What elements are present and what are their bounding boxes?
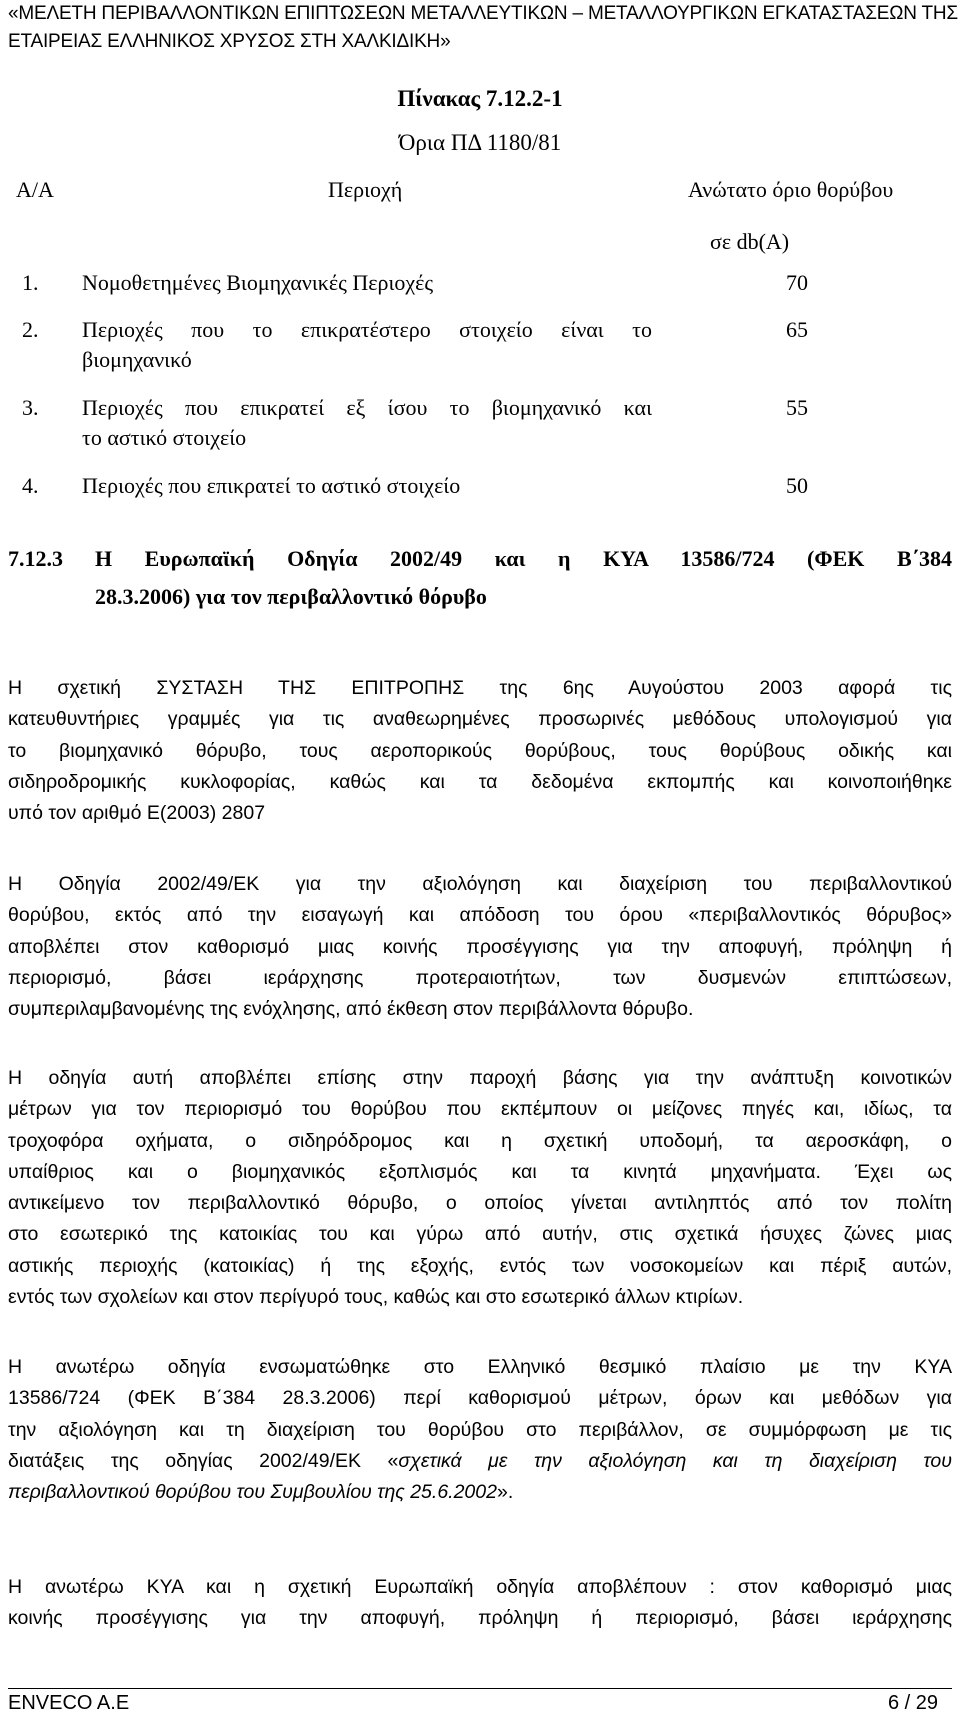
paragraph-line: αποβλέπει στον καθορισμό μιας κοινής προσέγγισης για την αποφυγή, πρόληψη ή — [8, 935, 952, 958]
section-number: 7.12.3 — [8, 546, 63, 571]
quoted-title-italic: περιβαλλοντικού θορύβου του Συμβουλίου της 25.6.2002 — [8, 1481, 497, 1504]
footer-company: ENVECO A.E — [8, 1692, 130, 1714]
paragraph-line — [8, 1477, 952, 1508]
paragraph-line: το βιομηχανικό θόρυβο, τους αεροπορικούς θορύβους, τους θορύβους οδικής και — [8, 739, 952, 762]
row-1-no: 1. — [22, 270, 39, 295]
paragraph-line: υπαίθριος και ο βιομηχανικός εξοπλισμός και τα κινητά μηχανήματα. Έχει ως — [8, 1160, 952, 1183]
col-header-unit: σε db(A) — [710, 229, 790, 254]
paragraph-line: συμπεριλαμβανομένης της ενόχλησης, από έκθεση στον περιβάλλοντα θόρυβο. — [8, 998, 694, 1021]
paragraph-text: ». — [496, 1481, 514, 1504]
paragraph-line: κατευθυντήριες γραμμές για τις αναθεωρημένες προσωρινές μεθόδους υπολογισμού για — [8, 708, 952, 731]
paragraph-line: 13586/724 (ΦΕΚ Β΄384 28.3.2006) περί καθορισμού μέτρων, όρων και μεθόδων για — [8, 1387, 952, 1410]
row-2-area-line-2: βιομηχανικό — [82, 347, 192, 372]
row-1-value: 70 — [786, 270, 808, 295]
row-4-area: Περιοχές που επικρατεί το αστικό στοιχείο — [82, 473, 461, 498]
paragraph-line: υπό τον αριθμό Ε(2003) 2807 — [8, 802, 266, 825]
paragraph-line: Η σχετική ΣΥΣΤΑΣΗ ΤΗΣ ΕΠΙΤΡΟΠΗΣ της 6ης Αυγούστου 2003 αφορά τις — [8, 677, 952, 699]
paragraph-line: θορύβου, εκτός από την εισαγωγή και απόδοση του όρου «περιβαλλοντικός θόρυβος» — [8, 904, 952, 927]
row-3-value: 55 — [786, 395, 808, 420]
paragraph-5 — [8, 1572, 952, 1635]
row-2-area-line-1: Περιοχές που το επικρατέστερο στοιχείο είναι το — [82, 317, 652, 342]
paragraph-line: αστικής περιοχής (κατοικίας) ή της εξοχής, εντός των νοσοκομείων και πέριξ αυτών, — [8, 1254, 952, 1277]
header-line-1: «ΜΕΛΕΤΗ ΠΕΡΙΒΑΛΛΟΝΤΙΚΩΝ ΕΠΙΠΤΩΣΕΩΝ ΜΕΤΑΛΛΕΥΤΙΚΩΝ – ΜΕΤΑΛΛΟΥΡΓΙΚΩΝ ΕΓΚΑΤΑΣΤΑΣΕΩΝ ΤΗΣ — [8, 3, 958, 24]
section-title-line-2: 28.3.2006) για τον περιβαλλοντικό θόρυβο — [95, 584, 487, 609]
paragraph-line: μέτρων για τον περιορισμό του θορύβου που εκπέμπουν οι μείζονες πηγές και, ιδίως, τα — [8, 1098, 952, 1121]
row-4-no: 4. — [22, 473, 39, 498]
row-1-area: Νομοθετημένες Βιομηχανικές Περιοχές — [82, 270, 434, 295]
row-2-value: 65 — [786, 317, 808, 342]
row-3-area-line-2: το αστικό στοιχείο — [82, 425, 247, 450]
col-header-no: Α/Α — [16, 177, 54, 202]
table-title: Πίνακας 7.12.2-1 — [397, 86, 563, 111]
col-header-area: Περιοχή — [328, 177, 403, 202]
paragraph-line: Η ανωτέρω ΚΥΑ και η σχετική Ευρωπαϊκή οδηγία αποβλέπουν : στον καθορισμό μιας — [8, 1576, 952, 1598]
footer-page-number: 6 / 29 — [887, 1692, 938, 1714]
paragraph-line: την αξιολόγηση και τη διαχείριση του θορύβου στο περιβάλλον, σε συμμόρφωση με τις — [8, 1418, 952, 1441]
paragraph-line: στο εσωτερικό της κατοικίας του και γύρω από αυτήν, στις σχετικά ήσυχες ζώνες μιας — [8, 1223, 952, 1246]
paragraph-line: Η οδηγία αυτή αποβλέπει επίσης στην παροχή βάσης για την ανάπτυξη κοινοτικών — [8, 1067, 952, 1089]
row-3-no: 3. — [22, 395, 39, 420]
page-header — [8, 0, 958, 56]
paragraph-line — [8, 1446, 952, 1477]
footer-divider — [8, 1688, 952, 1689]
section-title-line-1: Η Ευρωπαϊκή Οδηγία 2002/49 και η ΚΥΑ 13586/724 (ΦΕΚ Β΄384 — [95, 546, 952, 571]
paragraph-3 — [8, 1063, 952, 1313]
paragraph-1 — [8, 673, 952, 829]
row-3-area-line-1: Περιοχές που επικρατεί εξ ίσου το βιομηχανικό και — [82, 395, 652, 420]
header-line-2: ΕΤΑΙΡΕΙΑΣ ΕΛΛΗΝΙΚΟΣ ΧΡΥΣΟΣ ΣΤΗ ΧΑΛΚΙΔΙΚΗ» — [8, 31, 451, 52]
paragraph-line: Η Οδηγία 2002/49/ΕΚ για την αξιολόγηση και διαχείριση του περιβαλλοντικού — [8, 873, 952, 895]
quoted-title-italic: σχετικά με την αξιολόγηση και τη διαχείριση του — [398, 1449, 953, 1472]
paragraph-text: διατάξεις της οδηγίας 2002/49/ΕΚ « — [8, 1449, 399, 1472]
paragraph-line: αντικείμενο τον περιβαλλοντικό θόρυβο, ο οποίος γίνεται αντιληπτός από τον πολίτη — [8, 1192, 952, 1215]
row-2-no: 2. — [22, 317, 39, 342]
paragraph-4 — [8, 1352, 952, 1508]
paragraph-line: εντός των σχολείων και στον περίγυρό τους, καθώς και στο εσωτερικό άλλων κτιρίων. — [8, 1286, 744, 1309]
paragraph-line: Η ανωτέρω οδηγία ενσωματώθηκε στο Ελληνικό θεσμικό πλαίσιο με την ΚΥΑ — [8, 1356, 952, 1378]
row-4-value: 50 — [786, 473, 808, 498]
paragraph-2 — [8, 869, 952, 1025]
col-header-limit: Ανώτατο όριο θορύβου — [688, 177, 894, 202]
paragraph-line: κοινής προσέγγισης για την αποφυγή, πρόληψη ή περιορισμό, βάσει ιεράρχησης — [8, 1607, 952, 1630]
table-subtitle: Όρια ΠΔ 1180/81 — [398, 130, 562, 155]
paragraph-line: σιδηροδρομικής κυκλοφορίας, καθώς και τα δεδομένα εκπομπής και κοινοποιήθηκε — [8, 770, 952, 793]
paragraph-line: τροχοφόρα οχήματα, ο σιδηρόδρομος και η σχετική υποδομή, τα αεροσκάφη, ο — [8, 1129, 952, 1152]
paragraph-line: περιορισμό, βάσει ιεράρχησης προτεραιοτήτων, των δυσμενών επιπτώσεων, — [8, 966, 952, 989]
